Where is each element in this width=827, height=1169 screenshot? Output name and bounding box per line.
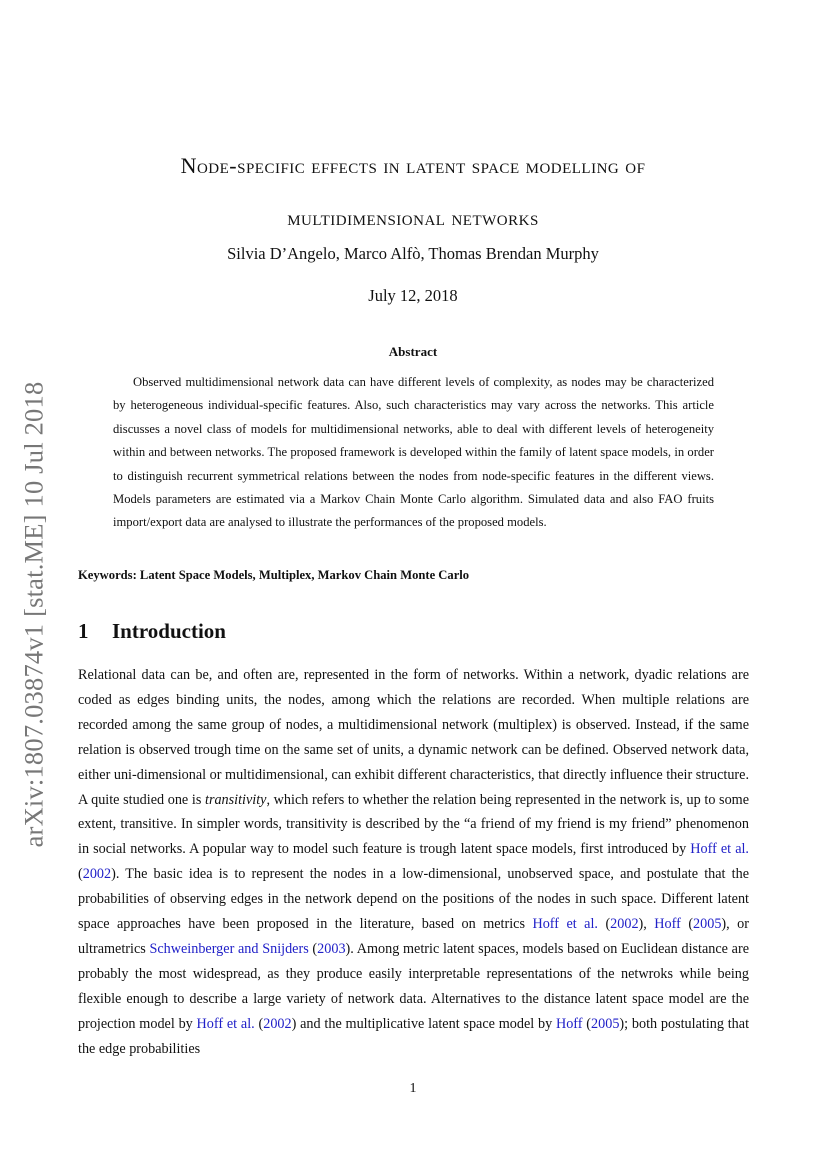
- citation-link-year[interactable]: 2003: [317, 940, 346, 957]
- citation-link-year[interactable]: 2002: [263, 1015, 292, 1032]
- intro-text-5: ), or ultrametrics: [78, 916, 749, 957]
- introduction-paragraph: [78, 663, 749, 1062]
- intro-text-1: Relational data can be, and often are, represented in the form of networks. Within a network, dyadic relations are coded as edges binding units, the nodes, among which the relations are recorded. When multiple relations are recorded among the same group of nodes, a multidimensional network (multiplex) is observed. Instead, if the same relation is observed trough time on the same set of units, a dynamic network can be defined. Observed network data, either uni-dimensional or multidimensional, can exhibit different characteristics, that directly influence their structure. A quite studied one is: [78, 667, 749, 808]
- paper-title: [78, 140, 748, 244]
- paper-title-line-2: multidimensional networks: [287, 205, 539, 230]
- section-heading-introduction: [78, 619, 748, 644]
- citation-open-paren: (: [308, 940, 318, 957]
- citation-link-author[interactable]: Schweinberger and Snijders: [149, 940, 309, 957]
- intro-text-4: ),: [638, 916, 655, 933]
- publication-date: July 12, 2018: [368, 286, 458, 305]
- keywords-label: Keywords:: [78, 568, 137, 582]
- paper-title-line-1: Node-specific effects in latent space modelling of: [180, 153, 646, 178]
- citation-link-year[interactable]: 2002: [610, 916, 639, 933]
- abstract-text: Observed multidimensional network data can have different levels of complexity, as nodes may be characterized by heterogeneous individual-specific features. Also, such characteristics may vary across the networks. This article discusses a novel class of models for multidimensional networks, able to deal with different levels of heterogeneity within and between networks. The proposed framework is developed within the family of latent space models, in order to distinguish recurrent symmetrical relations between the nodes from node-specific features in the different views. Models parameters are estimated via a Markov Chain Monte Carlo algorithm. Simulated data and also FAO fruits import/export data are analysed to illustrate the performances of the proposed models.: [113, 375, 714, 530]
- section-number: 1: [78, 619, 89, 643]
- keywords-text: Latent Space Models, Multiplex, Markov Chain Monte Carlo: [139, 568, 470, 582]
- citation-link-year[interactable]: 2002: [82, 866, 112, 883]
- citation-link-author[interactable]: Hoff et al.: [532, 916, 598, 933]
- section-title: Introduction: [112, 619, 226, 643]
- abstract-heading: Abstract: [388, 344, 438, 359]
- citation-link-year[interactable]: 2005: [693, 916, 722, 933]
- citation-link-year[interactable]: 2005: [591, 1015, 620, 1032]
- author-list: Silvia D’Angelo, Marco Alfò, Thomas Brendan Murphy: [227, 244, 599, 263]
- keywords-line: [78, 568, 748, 583]
- intro-text-3: ). The basic idea is to represent the nodes in a low-dimensional, unobserved space, and postulate that the probabilities of observing edges in the network depend on the positions of the nodes in such space. Different latent space approaches have been proposed in the literature, based on metrics: [78, 866, 749, 933]
- citation-link-author[interactable]: Hoff: [654, 916, 681, 933]
- citation-link-author[interactable]: Hoff et al.: [196, 1015, 255, 1032]
- intro-text-8: ); both postulating that the edge probabilities: [78, 1015, 750, 1057]
- intro-text-7: ) and the multiplicative latent space model by: [291, 1015, 556, 1032]
- citation-open-paren: (: [254, 1015, 264, 1032]
- page-number: 1: [409, 1081, 417, 1096]
- citation-open-paren: (: [597, 916, 611, 933]
- intro-text-6: ). Among metric latent spaces, models based on Euclidean distance are probably the most widespread, as they produce easily interpretable representations of the netwroks while being flexible enough to describe a large variety of network data. Alternatives to the distance latent space model are the projection model by: [78, 940, 749, 1032]
- citation-open-paren: (: [78, 866, 83, 883]
- citation-open-paren: (: [680, 916, 694, 933]
- intro-text-2: , which refers to whether the relation being represented in the network is, up to some extent, transitive. In simpler words, transitivity is described by the “a friend of my friend is my friend” phenomenon in social networks. A popular way to model such feature is trough latent space models, first introduced by: [78, 791, 750, 858]
- citation-link-author[interactable]: Hoff: [555, 1015, 583, 1032]
- citation-link-author[interactable]: Hoff et al.: [690, 841, 749, 858]
- citation-open-paren: (: [582, 1015, 592, 1032]
- arxiv-identifier-stamp: [10, 367, 58, 862]
- arxiv-identifier-text: arXiv:1807.03874v1 [stat.ME] 10 Jul 2018: [18, 381, 49, 848]
- intro-emphasis-transitivity: transitivity: [205, 791, 267, 808]
